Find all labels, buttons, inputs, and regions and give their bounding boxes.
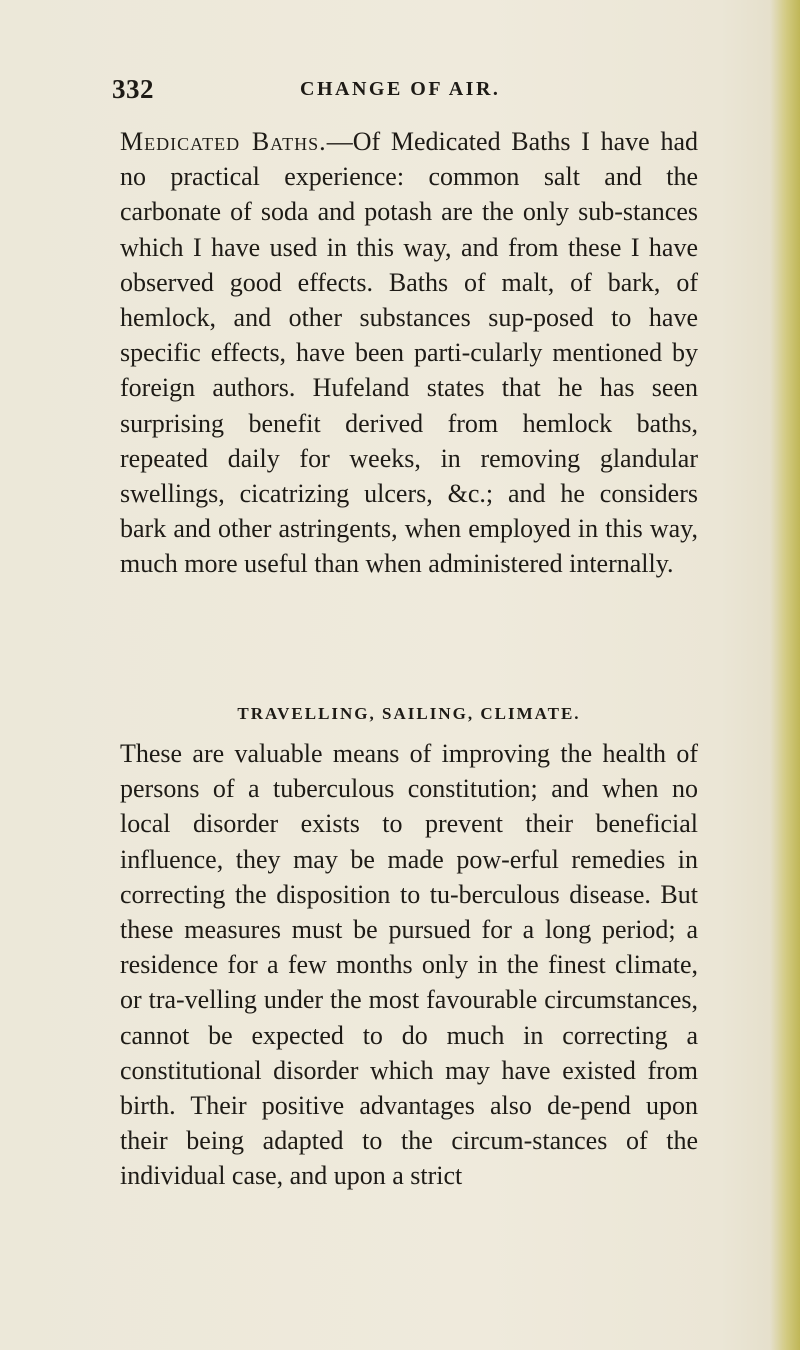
paragraph-2-text: These are valuable means of improving the health of persons of a tuberculous constitution; and when no local disorder exists to prevent their beneficial influence, they may be made pow-erful remedies in correcting the disposition to tu-berculous disease. But these measures must be pursued for a long period; a residence for a few months only in the finest climate, or tra-velling under the most favourable circumstances, cannot be expected to do much in correcting a constitutional disorder which may have existed from birth. Their positive advantages also de-pend upon their being adapted to the circum-stances of the individual case, and upon a strict <box>120 739 698 1191</box>
paragraph-1-text: —Of Medicated Baths I have had no practical experience: common salt and the carbonate of soda and potash are the only sub-stances which I have used in this way, and from these I have observed good effects. Baths of malt, of bark, of hemlock, and other substances sup-posed to have specific effects, have been parti-cularly mentioned by foreign authors. Hufeland states that he has seen surprising benefit derived from hemlock baths, repeated daily for weeks, in removing glandular swellings, cicatrizing ulcers, &c.; and he considers bark and other astringents, when employed in this way, much more useful than when administered internally. <box>120 127 698 579</box>
paragraph-medicated-baths <box>120 124 698 582</box>
page-edge-stain <box>770 0 800 1350</box>
paragraph-travelling <box>120 736 698 1194</box>
running-head <box>112 74 702 110</box>
section-heading: TRAVELLING, SAILING, CLIMATE. <box>237 704 581 723</box>
running-title: CHANGE OF AIR. <box>300 78 501 100</box>
paragraph-lead-in: Medicated Baths. <box>120 127 327 156</box>
paragraph-1 <box>120 124 698 582</box>
page-number: 332 <box>112 74 154 104</box>
